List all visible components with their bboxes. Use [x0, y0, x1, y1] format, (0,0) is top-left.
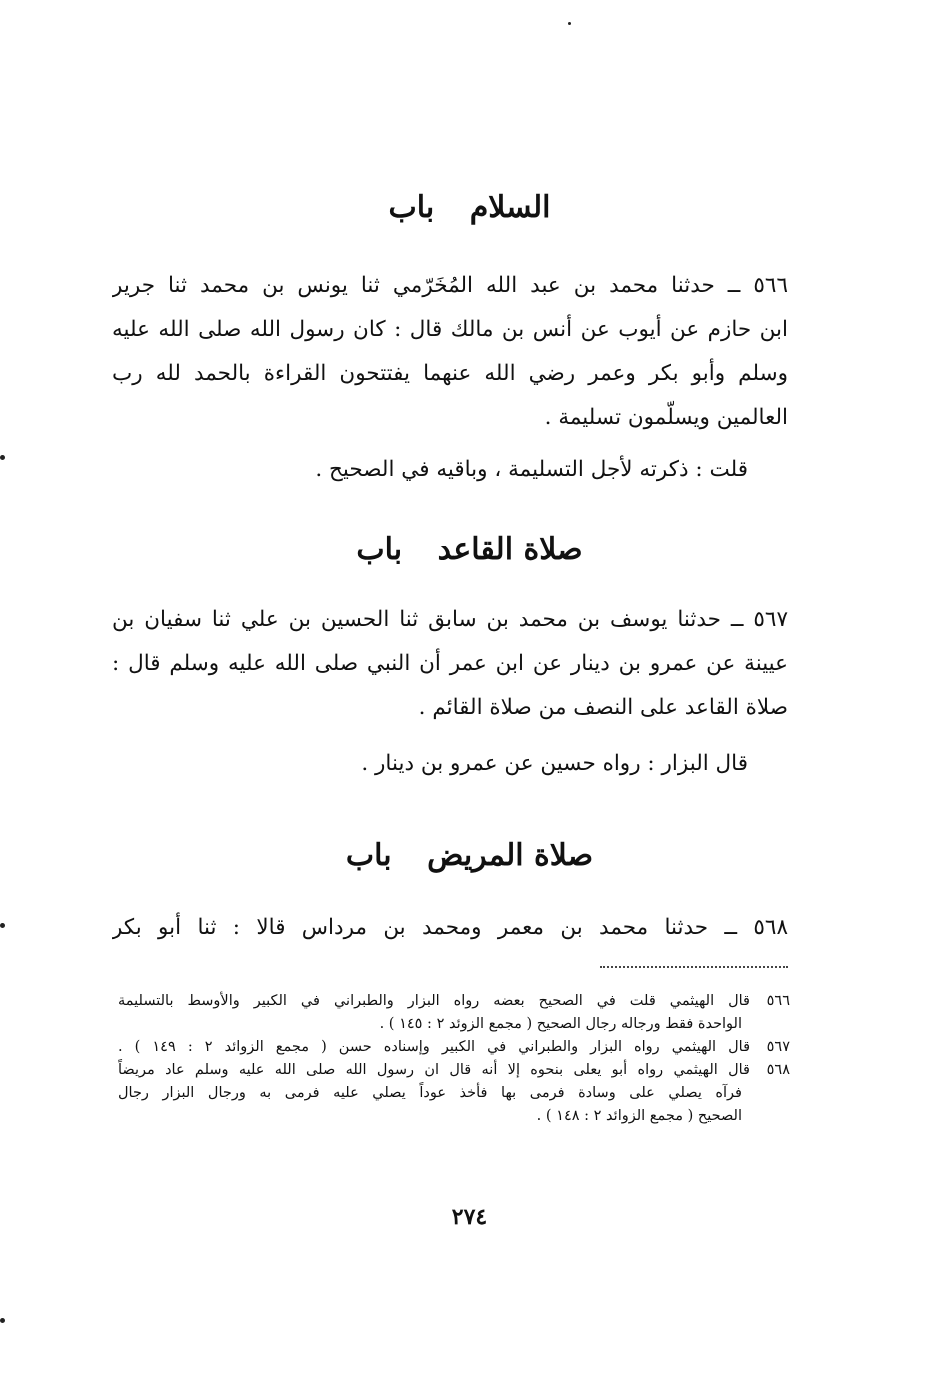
hadith-paragraph — [112, 264, 788, 440]
paragraph-line: العالمين ويسلّمون تسليمة . — [544, 405, 788, 430]
paragraph-line: ابن حازم عن أيوب عن أنس بن مالك قال : كان رسول الله صلى الله عليه — [112, 317, 788, 342]
heading-word: صلاة القاعد — [437, 532, 583, 567]
footnote — [118, 1059, 790, 1128]
footnote-text: قال الهيثمي رواه البزار والطبراني في الكبير وإسناده حسن ( مجمع الزوائد ٢ : ١٤٩ ) . — [118, 1039, 751, 1055]
paragraph-line: ٥٦٧ ــ حدثنا يوسف بن محمد بن سابق ثنا الحسين بن علي ثنا سفيان بن — [112, 607, 788, 632]
page-number: ٢٧٤ — [451, 1204, 488, 1230]
footnote-line — [118, 990, 790, 1013]
scan-speck — [0, 455, 5, 460]
section-heading — [0, 838, 939, 873]
heading-word: باب — [356, 532, 403, 567]
footnote — [118, 990, 790, 1036]
footnotes — [118, 990, 790, 1128]
commentary-note: قلت : ذكرته لأجل التسليمة ، وباقيه في الصحيح . — [315, 457, 748, 482]
commentary-note: قال البزار : رواه حسين عن عمرو بن دينار . — [361, 751, 748, 776]
heading-word: باب — [388, 190, 435, 225]
scan-speck — [0, 923, 5, 928]
section-heading — [0, 532, 939, 567]
footnote-line — [118, 1059, 790, 1082]
footnote-number: ٥٦٧ — [766, 1039, 790, 1055]
footnote-text: قال الهيثمي رواه أبو يعلى بنحوه إلا أنه قال ان رسول الله صلى الله عليه وسلم عاد مريضاً — [118, 1062, 750, 1078]
paragraph-line: صلاة القاعد على النصف من صلاة القائم . — [418, 695, 788, 720]
section-heading — [0, 190, 939, 225]
footnote-separator — [600, 966, 788, 968]
footnote-line — [118, 1036, 790, 1059]
footnote-number: ٥٦٦ — [766, 993, 790, 1009]
paragraph-line: عيينة عن عمرو بن دينار عن ابن عمر أن النبي صلى الله عليه وسلم قال : — [112, 651, 788, 676]
heading-word: باب — [345, 838, 392, 873]
scan-speck — [0, 1318, 5, 1323]
paragraph-line: ٥٦٦ ــ حدثنا محمد بن عبد الله المُخَرّمي ثنا يونس بن محمد ثنا جرير — [112, 273, 788, 298]
footnote-line: الصحيح ( مجمع الزوائد ٢ : ١٤٨ ) . — [536, 1108, 742, 1124]
hadith-paragraph — [112, 906, 788, 950]
footnote-number: ٥٦٨ — [766, 1062, 790, 1078]
footnote-line: الواحدة فقط ورجاله رجال الصحيح ( مجمع الزوئد ٢ : ١٤٥ ) . — [379, 1016, 742, 1032]
heading-word: السلام — [469, 190, 551, 225]
paragraph-line: وسلم وأبو بكر وعمر رضي الله عنهما يفتتحون القراءة بالحمد لله رب — [112, 361, 788, 386]
heading-word: صلاة المريض — [427, 838, 594, 873]
footnote — [118, 1036, 790, 1059]
footnote-line: فرآه يصلي على وسادة فرمى بها فأخذ عوداً يصلي عليه فرمى به ورجال البزار رجال — [118, 1085, 742, 1101]
paragraph-line: ٥٦٨ ــ حدثنا محمد بن معمر ومحمد بن مرداس قالا : ثنا أبو بكر — [112, 915, 788, 940]
scan-speck — [568, 22, 571, 25]
footnote-text: قال الهيثمي قلت في الصحيح بعضه رواه البزار والطبراني في الكبير والأوسط بالتسليمة — [118, 993, 750, 1009]
hadith-paragraph — [112, 598, 788, 730]
